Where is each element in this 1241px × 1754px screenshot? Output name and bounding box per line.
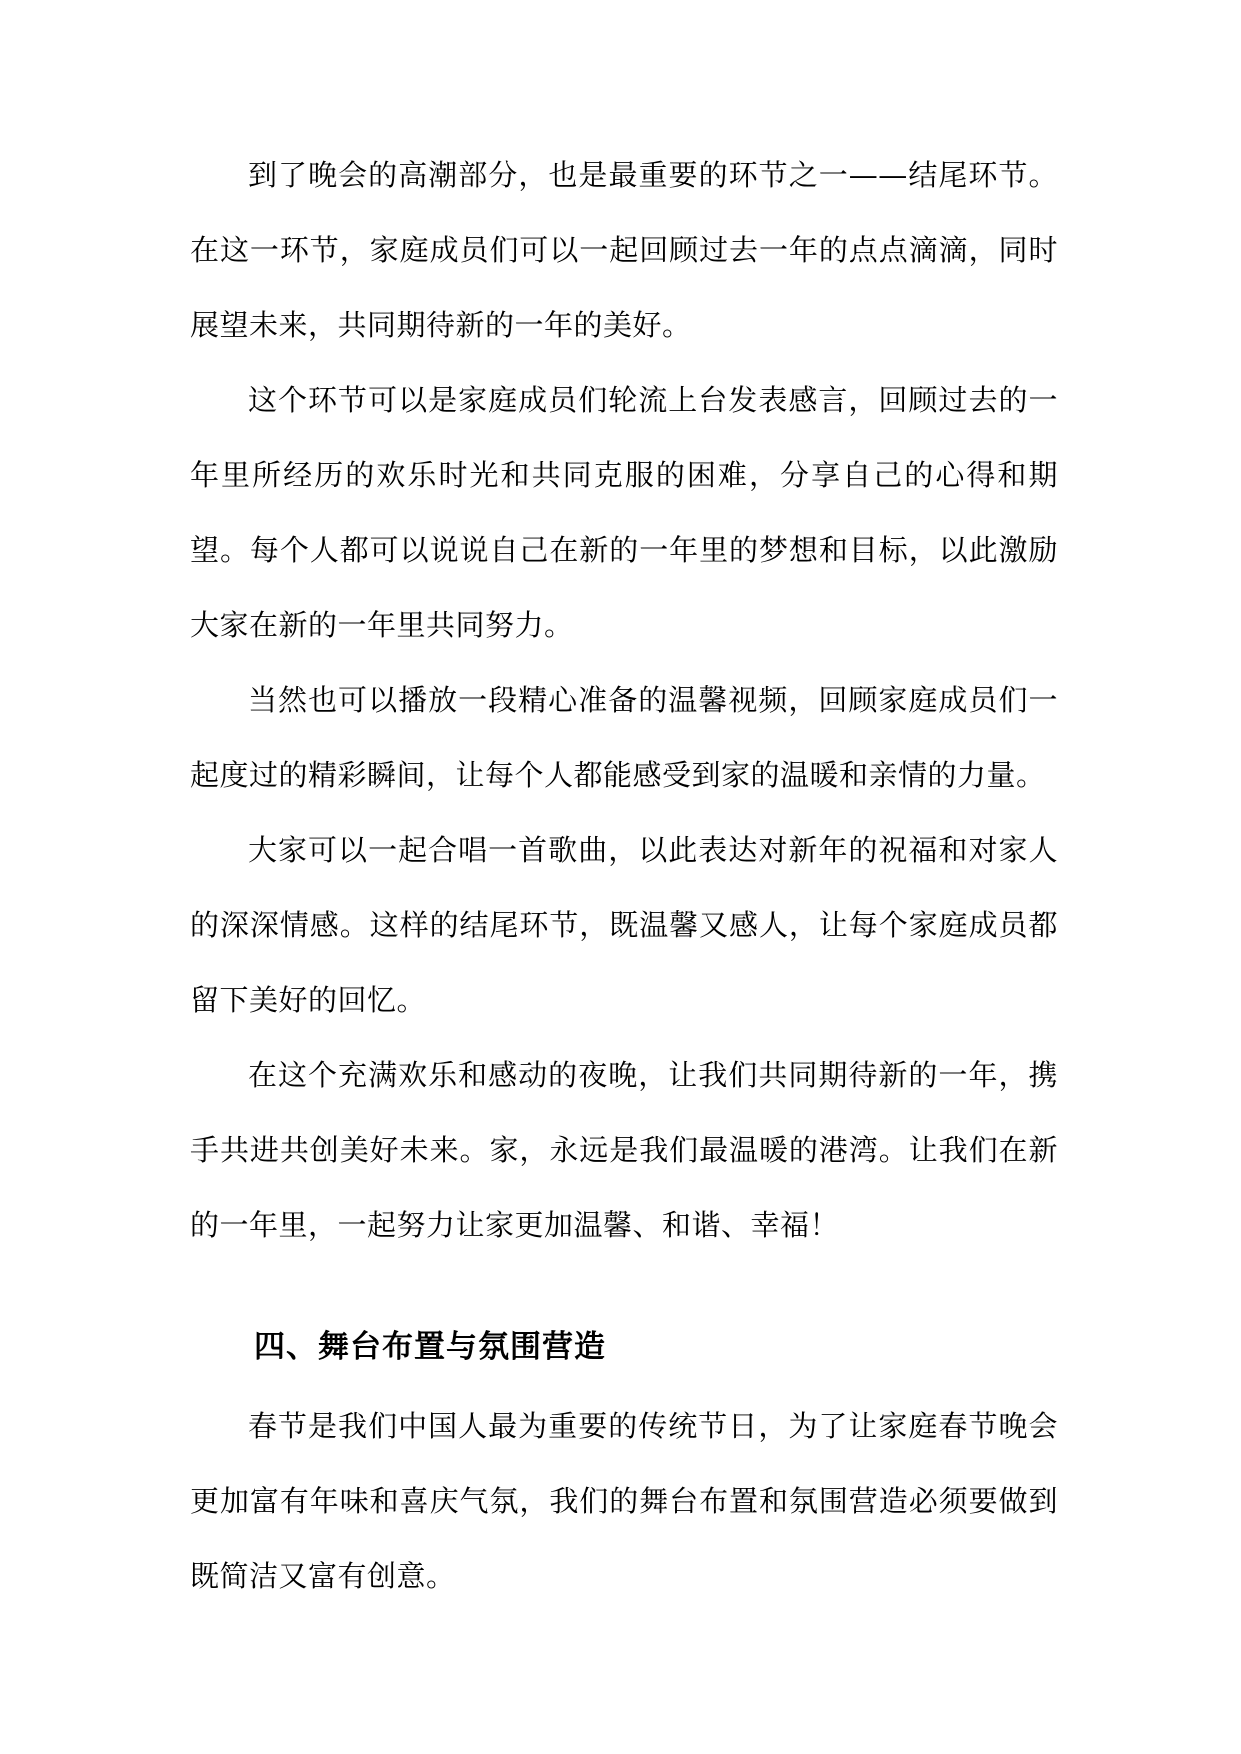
section-heading: 四、舞台布置与氛围营造 [254, 1329, 606, 1365]
paragraph-new-year-wish: 在这个充满欢乐和感动的夜晚，让我们共同期待新的一年，携手共进共创美好未来。家，永远是我们最温暖的港湾。让我们在新的一年里，一起努力让家更加温馨、和谐、幸福！ [190, 1058, 1058, 1242]
paragraph-song: 大家可以一起合唱一首歌曲，以此表达对新年的祝福和对家人的深深情感。这样的结尾环节，既温馨又感人，让每个家庭成员都留下美好的回忆。 [190, 833, 1058, 1017]
paragraph-stage-intro: 春节是我们中国人最为重要的传统节日，为了让家庭春节晚会更加富有年味和喜庆气氛，我们的舞台布置和氛围营造必须要做到既简洁又富有创意。 [190, 1409, 1058, 1593]
paragraph-closing-segment: 到了晚会的高潮部分，也是最重要的环节之一——结尾环节。在这一环节，家庭成员们可以一起回顾过去一年的点点滴滴，同时展望未来，共同期待新的一年的美好。 [190, 158, 1058, 342]
page-content [190, 138, 1058, 1614]
paragraph-video: 当然也可以播放一段精心准备的温馨视频，回顾家庭成员们一起度过的精彩瞬间，让每个人都能感受到家的温暖和亲情的力量。 [190, 683, 1058, 792]
paragraph-speeches: 这个环节可以是家庭成员们轮流上台发表感言，回顾过去的一年里所经历的欢乐时光和共同克服的困难，分享自己的心得和期望。每个人都可以说说自己在新的一年里的梦想和目标，以此激励大家在新的一年里共同努力。 [190, 383, 1058, 642]
